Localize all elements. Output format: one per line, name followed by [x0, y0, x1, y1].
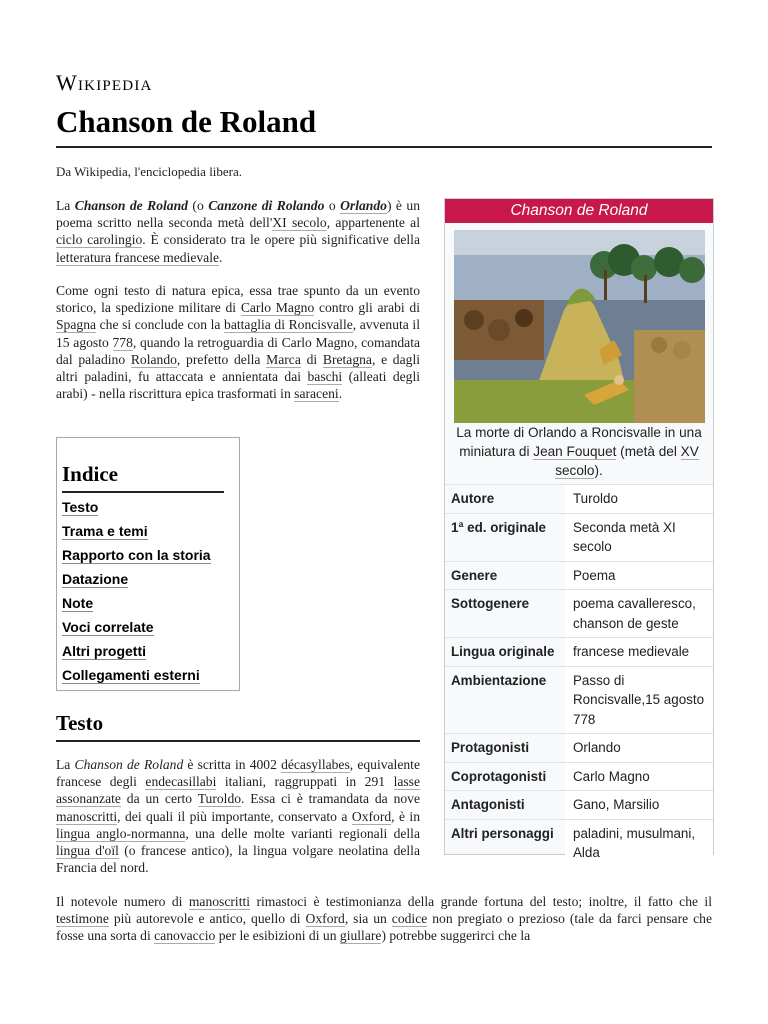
infobox-row [445, 561, 713, 590]
paragraph-text: non pregiato o prezioso (tale da farci pensare che fosse una sorta di [56, 911, 712, 944]
paragraph-text: , equivalente francese degli [56, 757, 420, 790]
infobox-row [445, 637, 713, 666]
paragraph-text: ) potrebbe suggerirci che la [381, 928, 531, 944]
paragraph-text: (o francese antico), la lingua volgare neolatina della Francia del nord. [56, 843, 420, 876]
infobox-rows [445, 484, 713, 867]
table-of-contents [56, 437, 240, 691]
article-link[interactable]: lingua anglo-normanna [56, 825, 186, 841]
article-link[interactable]: canovaccio [154, 928, 216, 944]
caption-link-jean-fouquet[interactable]: Jean Fouquet [533, 444, 617, 459]
paragraph-text: che si conclude con la [96, 317, 225, 333]
caption-text: La morte di Orlando a Roncisvalle in una miniatura di [456, 425, 702, 459]
infobox-row [445, 484, 713, 513]
article-link[interactable]: baschi [307, 369, 343, 385]
article-link[interactable]: Oxford [351, 808, 392, 824]
page-title: Chanson de Roland [56, 104, 712, 148]
article-link[interactable]: letteratura francese medievale [56, 249, 220, 265]
toc-item-label: Trama e temi [62, 523, 148, 539]
toc-item-label: Datazione [62, 571, 129, 587]
infobox-key[interactable]: Sottogenere [451, 596, 530, 611]
paragraph-text: Il notevole numero di [56, 894, 189, 909]
tagline: Da Wikipedia, l'enciclopedia libera. [56, 164, 243, 179]
toc-item[interactable] [62, 570, 234, 589]
infobox-value[interactable]: paladini, musulmani, Alda [565, 820, 713, 867]
toc-item-label: Altri progetti [62, 643, 146, 659]
infobox-key[interactable]: Genere [451, 567, 498, 583]
wikipedia-wordmark[interactable]: Wikipedia [56, 70, 153, 95]
toc-title: Indice [62, 462, 224, 493]
infobox-value[interactable]: Gano, Marsilio [565, 791, 713, 819]
infobox-key[interactable]: Coprotagonisti [451, 768, 547, 784]
infobox-value[interactable]: poema cavalleresco, chanson de geste [565, 590, 713, 637]
infobox-value[interactable]: Poema [565, 562, 713, 590]
paragraph-text: è scritta in 4002 [183, 757, 282, 772]
paragraph-text: più autorevole e antico, quello di [108, 911, 306, 927]
intro-paragraph-2 [56, 282, 420, 402]
article-link[interactable]: Rolando [130, 351, 177, 367]
paragraph-text: , prefetto della [176, 351, 267, 367]
article-link[interactable]: manoscritti [188, 894, 251, 909]
caption-text: (metà del [616, 444, 681, 459]
paragraph-text: ) è un poema scritto nella seconda metà dell' [56, 198, 420, 231]
infobox-row [445, 790, 713, 819]
infobox-key[interactable]: Protagonisti [451, 740, 530, 755]
infobox-value[interactable]: Seconda metà XI secolo [565, 514, 713, 561]
infobox-key[interactable]: Antagonisti [451, 797, 525, 812]
paragraph-text: , dei quali il più importante, conservato a [117, 808, 352, 824]
infobox-value[interactable]: Passo di Roncisvalle,15 agosto 778 [565, 667, 713, 734]
toc-item-label: Note [62, 595, 94, 611]
paragraph-text: . [338, 386, 343, 402]
article-link[interactable]: Orlando [340, 198, 387, 213]
article-link[interactable]: Marca [266, 351, 301, 367]
infobox-value[interactable]: francese medievale [565, 638, 713, 666]
toc-item[interactable] [62, 618, 234, 637]
paragraph-text: , quando la retroguardia di Carlo Magno, comandata dal paladino [56, 334, 421, 367]
article-link[interactable]: Spagna [56, 317, 97, 333]
paragraph-text: . È considerato tra le opere più significative della [142, 232, 420, 248]
toc-item[interactable] [62, 546, 234, 565]
toc-item[interactable] [62, 498, 234, 517]
paragraph-text: contro gli arabi di [314, 300, 420, 316]
infobox-title: Chanson de Roland [445, 199, 713, 223]
infobox-row [445, 513, 713, 561]
article-link[interactable]: décasyllabes [281, 757, 350, 772]
article-link[interactable]: manoscritti [56, 808, 118, 824]
toc-item-label: Collegamenti esterni [62, 667, 200, 683]
infobox-key[interactable]: 1ª ed. originale [451, 519, 546, 535]
article-link[interactable]: endecasillabi [145, 774, 217, 790]
infobox-value[interactable]: Orlando [565, 734, 713, 762]
article-link[interactable]: Carlo Magno [240, 300, 315, 316]
caption-text: ). [594, 463, 603, 478]
infobox-value[interactable]: Carlo Magno [565, 763, 713, 791]
infobox-row [445, 666, 713, 734]
article-link[interactable]: saraceni [294, 386, 339, 402]
infobox-row [445, 762, 713, 791]
toc-item[interactable] [62, 642, 234, 661]
paragraph-text: , una delle molte varianti regionali della [185, 825, 420, 841]
article-link[interactable]: Turoldo [197, 791, 242, 807]
paragraph-text: . Essa ci è tramandata da nove [241, 791, 420, 807]
intro-paragraph-1 [56, 197, 420, 266]
infobox-key[interactable]: Autore [451, 491, 495, 506]
toc-item-label: Testo [62, 499, 99, 515]
toc-item[interactable] [62, 594, 234, 613]
paragraph-text: (o [187, 198, 209, 213]
testo-paragraph-1 [56, 756, 420, 876]
article-link[interactable]: 778 [112, 334, 133, 350]
testo-paragraph-2 [56, 893, 712, 945]
paragraph-text: , è in [391, 808, 420, 824]
infobox-row [445, 733, 713, 762]
article-link[interactable]: Oxford [305, 911, 345, 927]
article-link[interactable]: XI secolo [272, 215, 327, 231]
toc-item[interactable] [62, 522, 234, 541]
toc-list [62, 498, 234, 685]
infobox-key[interactable]: Lingua originale [451, 644, 555, 659]
infobox-caption [445, 423, 713, 480]
article-link[interactable]: Bretagna [322, 351, 372, 367]
paragraph-text: , avvenuta il 15 agosto [56, 317, 420, 350]
paragraph-text: , appartenente al [326, 215, 420, 231]
paragraph-text: di [300, 351, 323, 367]
paragraph-text: , sia un [344, 911, 392, 927]
infobox-key[interactable]: Altri personaggi [451, 825, 554, 841]
paragraph-text: La [56, 757, 75, 772]
infobox-value[interactable]: Turoldo [565, 485, 713, 513]
paragraph-text: La [56, 198, 75, 213]
article-link[interactable]: ciclo carolingio [56, 232, 143, 248]
paragraph-text: o [324, 198, 341, 213]
toc-item[interactable] [62, 666, 234, 685]
paragraph-text: , e dagli altri paladini, fu attaccata e annientata dai [56, 351, 420, 385]
paragraph-text: da un certo [120, 791, 198, 807]
article-link[interactable]: lingua d'oïl [56, 843, 119, 859]
article-link[interactable]: battaglia di Roncisvalle [224, 317, 353, 333]
toc-item-label: Rapporto con la storia [62, 547, 211, 563]
paragraph-text: Chanson de Roland [74, 198, 188, 213]
paragraph-text: Come ogni testo di natura epica, essa trae spunto da un evento storico, la spedizione militare di [56, 283, 420, 316]
caption-link-xv-secolo[interactable]: XV secolo [555, 444, 699, 478]
paragraph-text: (alleati degli arabi) - nella riscrittura epica trasformati in [56, 369, 421, 402]
article-link[interactable]: assonanzate [56, 791, 121, 807]
paragraph-text: Canzone di Rolando [208, 198, 325, 213]
infobox-miniature-image[interactable] [454, 230, 705, 423]
infobox-row [445, 589, 713, 637]
article-link[interactable]: giullare [339, 928, 382, 944]
paragraph-text: per le esibizioni di un [215, 928, 340, 944]
infobox-key[interactable]: Ambientazione [451, 672, 547, 688]
infobox-row [445, 819, 713, 867]
paragraph-text: rimastoci è testimonianza della grande fortuna del testo; inoltre, il fatto che il [250, 894, 712, 909]
infobox [444, 198, 714, 860]
paragraph-text: Chanson de Roland [74, 757, 184, 772]
article-link[interactable]: testimone [56, 911, 109, 927]
section-heading-testo: Testo [56, 711, 420, 742]
paragraph-text: italiani, raggruppati in 291 [216, 774, 394, 790]
paragraph-text: . [219, 249, 223, 265]
article-link[interactable]: lasse [393, 774, 420, 790]
article-link[interactable]: codice [391, 911, 428, 927]
toc-item-label: Voci correlate [62, 619, 154, 635]
